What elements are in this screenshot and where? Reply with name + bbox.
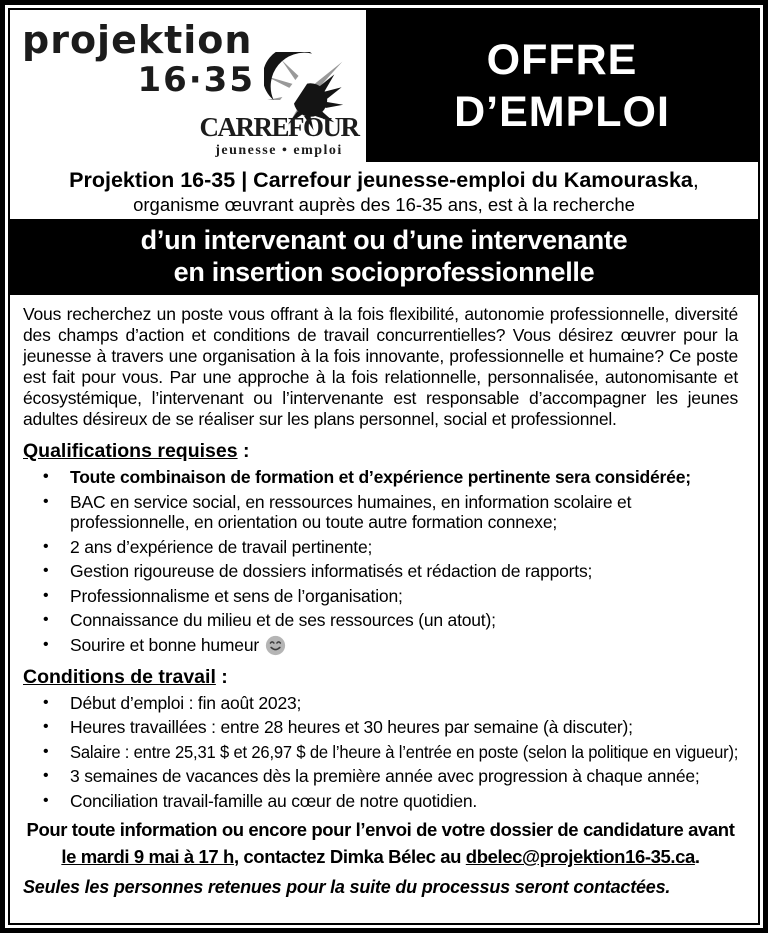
intro-paragraph: Vous recherchez un poste vous offrant à la fois flexibilité, autonomie professionnelle, diversité des champs d’action et conditions de travail concurrentielles? Vous désirez œuvrer pour la jeunesse à travers une organisation à la fois innovante, professionnelle et humaine? Ce poste est fait pour vous. Par une approche à la fois relationnelle, personnalisée, autonomisante et écosystémique, l’intervenant ou l’intervenante est responsable d’accompagner les jeunes adultes désireux de se réaliser sur les plans personnel, social et professionnel.	[23, 304, 738, 429]
list-item	[23, 766, 738, 787]
footer-note: Seules les personnes retenues pour la suite du processus seront contactées.	[23, 877, 671, 897]
bullet-icon: •	[43, 562, 49, 579]
list-item-text: Sourire et bonne humeur	[70, 635, 738, 656]
list-item	[23, 791, 738, 812]
qualifications-heading: Qualifications requises :	[23, 440, 250, 462]
bullet-icon: •	[43, 611, 49, 628]
list-item-text: BAC en service social, en ressources humaines, en information scolaire et professionnelle, en orientation ou toute autre formation connexe;	[70, 491, 632, 532]
logo-block	[10, 10, 366, 162]
list-item-text: Salaire : entre 25,31 $ et 26,97 $ de l’heure à l’entrée en poste (selon la politique en vigueur);	[70, 741, 739, 762]
job-title-line2: en insertion socioprofessionnelle	[173, 257, 595, 287]
list-item	[23, 537, 738, 558]
organization-line: Projektion 16-35 | Carrefour jeunesse-emploi du Kamouraska,	[69, 168, 699, 192]
deadline-text: le mardi 9 mai à 17 h	[61, 846, 234, 867]
carrefour-logo-text: CARREFOUR	[199, 112, 359, 142]
list-item	[23, 693, 738, 714]
bullet-icon: •	[43, 586, 49, 604]
bullet-icon: •	[43, 537, 49, 555]
list-item-text: Début d’emploi : fin août 2023;	[70, 692, 302, 713]
carrefour-tagline: jeunesse • emploi	[215, 143, 343, 158]
list-item	[23, 561, 738, 582]
list-item	[23, 586, 738, 607]
intro-block	[10, 167, 758, 216]
bullet-icon: •	[43, 791, 49, 809]
bullet-icon: •	[43, 742, 49, 760]
list-item-text: Professionnalisme et sens de l’organisation;	[70, 585, 403, 606]
smiley-icon	[265, 635, 286, 656]
job-title-banner	[10, 219, 758, 295]
contact-line1: Pour toute information ou encore pour l’envoi de votre dossier de candidature avant	[26, 819, 735, 840]
conditions-heading: Conditions de travail :	[23, 665, 228, 688]
contact-block	[23, 816, 738, 870]
bullet-icon: •	[43, 718, 49, 735]
list-item-text: 2 ans d’expérience de travail pertinente;	[70, 536, 373, 557]
offer-badge	[366, 10, 758, 162]
bullet-icon: •	[43, 468, 49, 485]
list-item	[23, 717, 738, 738]
header	[10, 10, 758, 162]
bullet-icon: •	[43, 693, 49, 711]
page-inner-frame	[8, 8, 760, 925]
job-title-line1: d’un intervenant ou d’une intervenante	[140, 225, 628, 255]
organization-subline: organisme œuvrant auprès des 16-35 ans, est à la recherche	[133, 194, 635, 215]
bullet-icon: •	[43, 767, 49, 784]
list-item-text: Toute combinaison de formation et d’expérience pertinente sera considérée;	[70, 467, 691, 487]
list-item	[23, 610, 738, 631]
list-item-text: Heures travaillées : entre 28 heures et 30 heures par semaine (à discuter);	[70, 717, 633, 737]
list-item	[23, 492, 738, 533]
contact-line2: le mardi 9 mai à 17 h, contactez Dimka Bélec au dbelec@projektion16-35.ca.	[61, 846, 700, 867]
body-content	[10, 304, 758, 898]
list-item-text: Conciliation travail-famille au cœur de notre quotidien.	[70, 790, 478, 811]
offer-badge-line1: OFFRE	[486, 36, 638, 84]
list-item	[23, 467, 738, 488]
organization-name: Projektion 16-35 | Carrefour jeunesse-emploi du Kamouraska	[69, 168, 693, 192]
bullet-icon: •	[43, 492, 49, 510]
offer-badge-line2: D’EMPLOI	[454, 88, 670, 136]
projektion-range: 16·35	[137, 60, 255, 100]
list-item-text: Connaissance du milieu et de ses ressources (un atout);	[70, 610, 496, 630]
bullet-icon: •	[43, 635, 49, 653]
list-item-text: 3 semaines de vacances dès la première année avec progression à chaque année;	[70, 766, 700, 786]
list-item	[23, 635, 738, 656]
email-link[interactable]: dbelec@projektion16-35.ca	[465, 846, 695, 867]
conditions-list	[23, 693, 738, 812]
list-item	[23, 742, 738, 763]
qualifications-list	[23, 467, 738, 656]
projektion-wordmark: projektion	[22, 18, 253, 62]
list-item-text: Gestion rigoureuse de dossiers informatisés et rédaction de rapports;	[70, 561, 593, 581]
